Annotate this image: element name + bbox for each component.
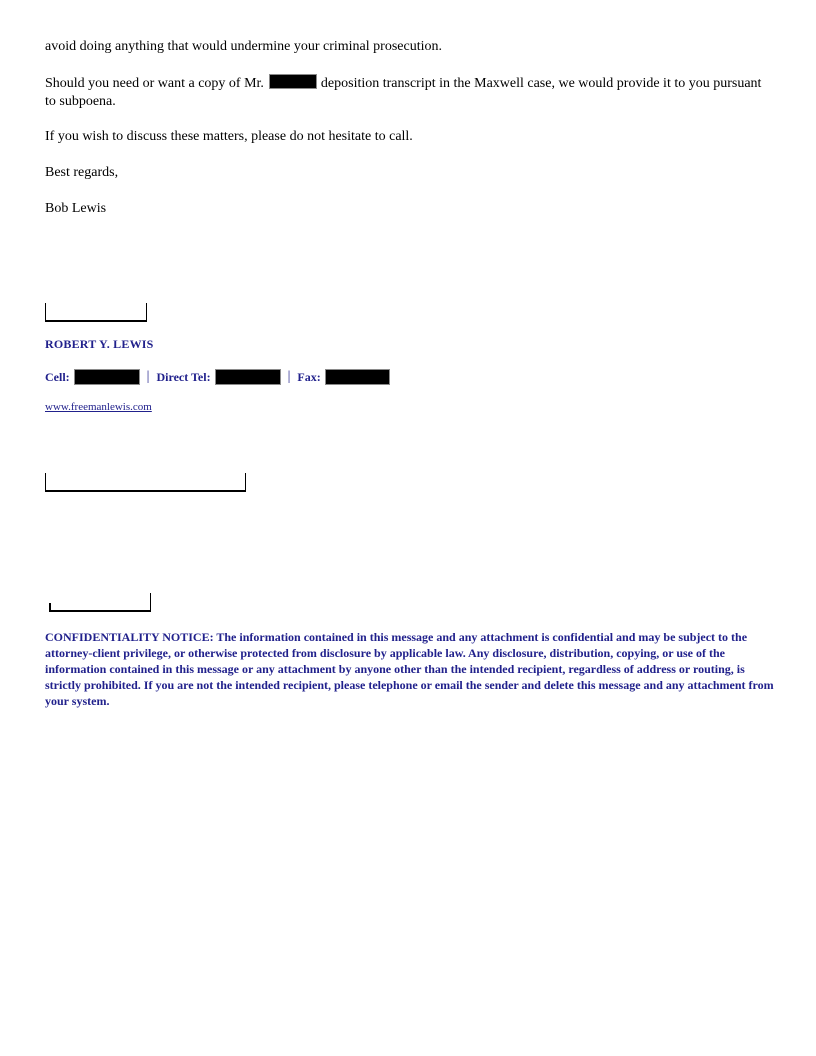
paragraph-deposition-after: deposition transcript in the Maxwell case, we would provide it to you pursuant to subpoena. bbox=[45, 76, 762, 109]
paragraph-deposition bbox=[45, 74, 768, 111]
website-link[interactable]: www.freemanlewis.com bbox=[45, 401, 152, 413]
image-placeholder-box-2 bbox=[45, 473, 246, 492]
paragraph-prosecution: avoid doing anything that would undermine your criminal prosecution. bbox=[45, 39, 442, 54]
fax-label: Fax: bbox=[297, 369, 321, 384]
contact-line bbox=[45, 368, 390, 386]
signature-full-name: ROBERT Y. LEWIS bbox=[45, 337, 154, 351]
confidentiality-notice: CONFIDENTIALITY NOTICE: The information contained in this message and any attachment is confidential and may be subject to the attorney-client privilege, or otherwise protected from disclosure by applicable law. Any disclosure, distribution, copying, or use of the information contained in this message or any attachment by anyone other than the intended recipient, regardless of address or routing, is strictly prohibited. If you are not the intended recipient, please telephone or email the sender and delete this message and any attachment from your system. bbox=[45, 630, 774, 708]
redacted-name-box bbox=[269, 74, 317, 89]
image-placeholder-box-3 bbox=[49, 593, 151, 612]
contact-separator-1: | bbox=[146, 369, 150, 384]
image-placeholder-box-1 bbox=[45, 303, 147, 322]
redacted-cell-number-box bbox=[74, 369, 140, 385]
paragraph-deposition-before: Should you need or want a copy of Mr. bbox=[45, 76, 264, 91]
redacted-fax-number-box bbox=[325, 369, 390, 385]
direct-tel-label: Direct Tel: bbox=[156, 369, 211, 384]
signed-name: Bob Lewis bbox=[45, 201, 107, 216]
cell-label: Cell: bbox=[45, 369, 70, 384]
paragraph-call: If you wish to discuss these matters, please do not hesitate to call. bbox=[45, 129, 413, 144]
redacted-direct-tel-number-box bbox=[215, 369, 281, 385]
contact-separator-2: | bbox=[287, 369, 291, 384]
closing-line: Best regards, bbox=[45, 165, 119, 180]
